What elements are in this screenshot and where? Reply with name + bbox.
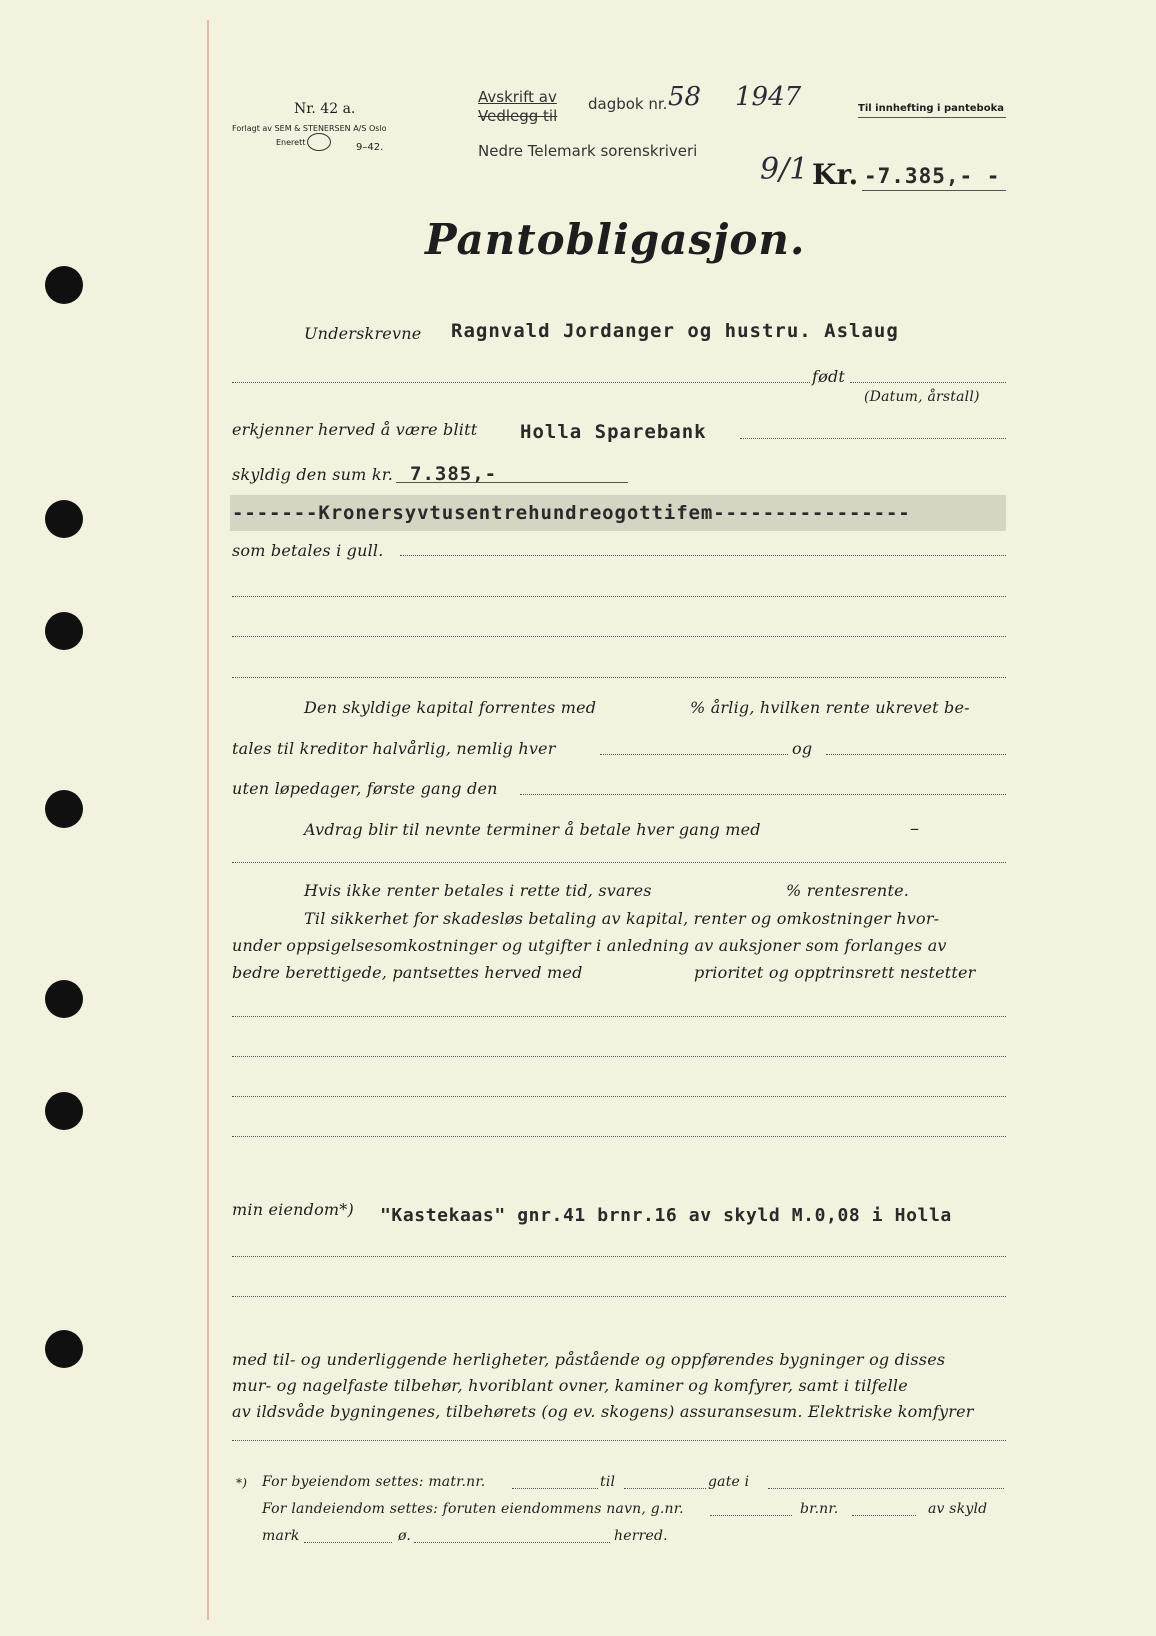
fill-line	[520, 794, 1006, 795]
skyldig-label: skyldig den sum kr.	[232, 465, 394, 484]
avdrag-text: Avdrag blir til nevnte terminer å betale hver gang med	[304, 820, 761, 839]
fill-line	[512, 1488, 598, 1489]
rentesrente-text: % rentesrente.	[786, 881, 910, 900]
kr-underline	[862, 190, 1006, 191]
fill-line	[600, 754, 788, 755]
footnote-star: *)	[236, 1476, 248, 1490]
fill-line	[232, 1296, 1006, 1297]
sum-in-words: -------Kronersyvtusentrehundreogottifem----------------	[232, 502, 911, 524]
form-number: Nr. 42 a.	[294, 101, 356, 117]
sikkerhet-text-4: prioritet og opptrinsrett nestetter	[694, 963, 976, 982]
punch-hole	[45, 1092, 83, 1130]
fill-line	[232, 1096, 1006, 1097]
fill-line	[232, 1056, 1006, 1057]
datum-label: (Datum, årstall)	[864, 389, 980, 405]
rente-text-og: og	[792, 739, 813, 758]
rente-text-3: tales til kreditor halvårlig, nemlig hver	[232, 739, 556, 758]
fill-line	[850, 382, 1006, 383]
fill-line	[232, 636, 1006, 637]
fill-line	[232, 862, 1006, 863]
fill-line	[232, 1256, 1006, 1257]
fill-line	[232, 382, 810, 383]
gull-label: som betales i gull.	[232, 541, 384, 560]
right-label: Til innhefting i panteboka	[858, 103, 1004, 114]
fill-line	[232, 1136, 1006, 1137]
footnote-landeiendom: For landeiendom settes: foruten eiendommens navn, g.nr.	[262, 1501, 684, 1517]
stamp-dagbok: dagbok nr.	[588, 95, 668, 113]
footnote-mark: mark	[262, 1528, 300, 1544]
kr-label: Kr.	[812, 158, 859, 191]
property-description: "Kastekaas" gnr.41 brnr.16 av skyld M.0,08 i Holla	[380, 1205, 952, 1226]
herligheter-text-2: mur- og nagelfaste tilbehør, hvoriblant ovner, kaminer og komfyrer, samt i tilfelle	[232, 1376, 908, 1395]
punch-hole	[45, 980, 83, 1018]
rente-text-2: % årlig, hvilken rente ukrevet be-	[690, 698, 970, 717]
punch-hole	[45, 266, 83, 304]
rente-text-1: Den skyldige kapital forrentes med	[304, 698, 597, 717]
fill-line	[710, 1515, 792, 1516]
stamp-office: Nedre Telemark sorenskriveri	[478, 142, 698, 160]
right-label-underline	[858, 117, 1006, 118]
footnote-byeiendom: For byeiendom settes: matr.nr.	[262, 1474, 486, 1490]
fill-line	[624, 1488, 706, 1489]
fill-line	[826, 754, 1006, 755]
sum-value: 7.385,-	[410, 463, 498, 485]
eiendom-label: min eiendom*)	[232, 1200, 354, 1219]
herligheter-text-3: av ildsvåde bygningenes, tilbehørets (og ev. skogens) assuransesum. Elektriske komfyrer	[232, 1402, 974, 1421]
handwritten-dagbok-nr: 58	[668, 82, 702, 112]
underskrevne-label: Underskrevne	[304, 324, 422, 343]
sikkerhet-text-3: bedre berettigede, pantsettes herved med	[232, 963, 583, 982]
fill-line	[740, 438, 1006, 439]
fill-line	[304, 1542, 392, 1543]
sikkerhet-text-1: Til sikkerhet for skadesløs betaling av kapital, renter og omkostninger hvor-	[304, 909, 940, 928]
fill-line	[400, 555, 1006, 556]
creditor-name: Holla Sparebank	[520, 421, 707, 443]
rente-text-5: uten løpedager, første gang den	[232, 779, 498, 798]
fill-line	[232, 677, 1006, 678]
kr-amount: -7.385,- -	[864, 164, 1001, 188]
avdrag-dash: –	[910, 818, 919, 839]
punch-hole	[45, 612, 83, 650]
eneret-label: Enerett	[276, 138, 306, 147]
debtor-name: Ragnvald Jordanger og hustru. Aslaug	[451, 320, 899, 342]
hvis-ikke-text: Hvis ikke renter betales i rette tid, svares	[304, 881, 652, 900]
margin-rule	[207, 20, 209, 1620]
sikkerhet-text-2: under oppsigelsesomkostninger og utgifter i anledning av auksjoner som forlanges av	[232, 936, 947, 955]
fill-line	[232, 1440, 1006, 1441]
fill-line	[768, 1488, 1004, 1489]
edition-label: 9–42.	[356, 142, 384, 153]
footnote-av-skyld: av skyld	[928, 1501, 988, 1517]
sum-underline	[396, 482, 628, 483]
punch-hole	[45, 1330, 83, 1368]
handwritten-date: 9/1	[760, 152, 809, 187]
fill-line	[414, 1542, 610, 1543]
fill-line	[852, 1515, 916, 1516]
erkjenner-label: erkjenner herved å være blitt	[232, 420, 478, 439]
publisher-logo-icon	[307, 133, 331, 151]
fodt-label: født	[812, 367, 846, 386]
footnote-gate: gate i	[708, 1474, 750, 1490]
fill-line	[232, 1016, 1006, 1017]
herligheter-text-1: med til- og underliggende herligheter, påstående og oppførendes bygninger og disses	[232, 1350, 946, 1369]
stamp-avskrift: Avskrift av	[478, 88, 557, 106]
handwritten-year: 1947	[735, 82, 802, 112]
publisher-line: Forlagt av SEM & STENERSEN A/S Oslo	[232, 124, 387, 133]
fill-line	[232, 596, 1006, 597]
punch-hole	[45, 790, 83, 828]
footnote-til: til	[600, 1474, 616, 1490]
footnote-ore: ø.	[398, 1528, 412, 1544]
footnote-brnr: br.nr.	[800, 1501, 839, 1517]
document-title: Pantobligasjon.	[425, 215, 806, 264]
stamp-vedlegg: Vedlegg til	[478, 107, 558, 125]
footnote-herred: herred.	[614, 1528, 668, 1544]
punch-hole	[45, 500, 83, 538]
